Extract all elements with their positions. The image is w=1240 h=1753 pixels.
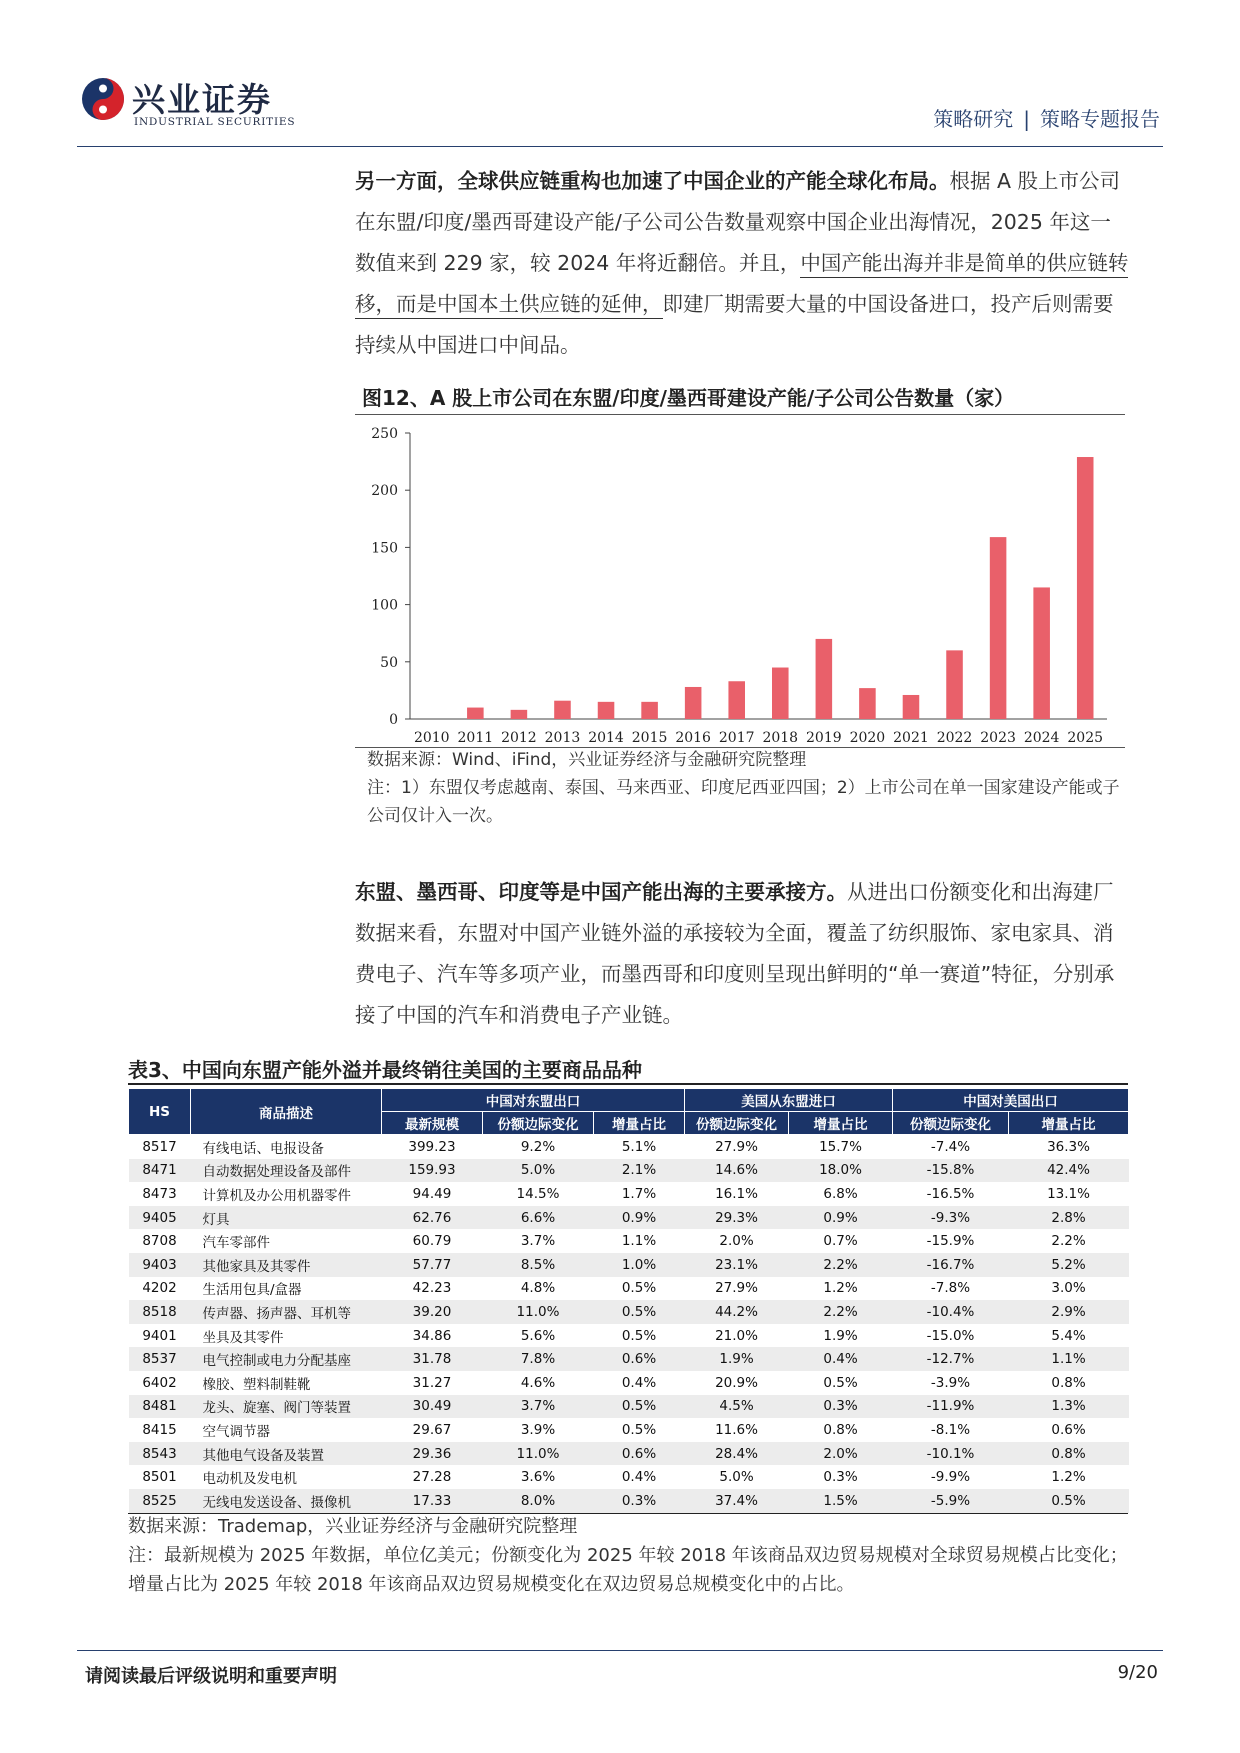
- header-share-change: 份额边际变化: [893, 1112, 1009, 1135]
- cell-description: 其他电气设备及装置: [191, 1442, 382, 1466]
- cell-description: 自动数据处理设备及部件: [191, 1159, 382, 1183]
- cell-china-asean-share-change: 6.6%: [483, 1206, 594, 1230]
- cell-china-us-share-change: -10.4%: [893, 1300, 1009, 1324]
- table-row: [129, 1442, 1129, 1466]
- x-tick-label: 2019: [806, 730, 842, 746]
- cell-description: 有线电话、电报设备: [202, 1140, 324, 1157]
- cell-china-asean-share-change: 4.6%: [520, 1374, 556, 1391]
- x-tick-label: 2015: [631, 730, 668, 746]
- cell-latest-scale: 39.20: [382, 1300, 483, 1324]
- cell-china-us-share-change: -11.9%: [893, 1395, 1009, 1419]
- cell-us-asean-share-change: 44.2%: [685, 1300, 789, 1324]
- logo-english-name: INDUSTRIAL SECURITIES: [134, 116, 296, 128]
- cell-china-us-share-change: -15.9%: [926, 1233, 975, 1250]
- bar-2025: [1077, 457, 1094, 719]
- cell-china-asean-increment-share: 1.1%: [621, 1233, 657, 1250]
- cell-china-us-increment-share: 36.3%: [1047, 1138, 1090, 1155]
- cell-description: 其他家具及其零件: [191, 1253, 382, 1277]
- table-row: [129, 1253, 1129, 1277]
- cell-china-asean-share-change: 5.6%: [520, 1327, 556, 1344]
- cell-latest-scale: 399.23: [408, 1138, 456, 1155]
- paragraph-asean: [355, 872, 1130, 1036]
- cell-hs-code: 9401: [142, 1327, 177, 1344]
- cell-china-us-share-change: -5.9%: [893, 1489, 1009, 1513]
- cell-us-asean-share-change: 28.4%: [685, 1442, 789, 1466]
- header-latest-scale: 最新规模: [382, 1112, 483, 1135]
- y-tick-label: 100: [371, 597, 398, 614]
- table-top-rule: [128, 1083, 1128, 1085]
- cell-description: 电气控制或电力分配基座: [191, 1347, 382, 1371]
- cell-us-asean-share-change: 27.9%: [715, 1138, 758, 1155]
- cell-us-asean-share-change: 4.5%: [685, 1395, 789, 1419]
- cell-china-us-share-change: -15.0%: [926, 1327, 975, 1344]
- x-tick-label: 2020: [849, 730, 886, 746]
- cell-hs-code: 8473: [142, 1185, 177, 1202]
- header-share-change: 份额边际变化: [685, 1112, 789, 1135]
- cell-china-asean-share-change: 3.7%: [520, 1233, 556, 1250]
- cell-china-asean-increment-share: 0.5%: [621, 1421, 657, 1438]
- cell-china-us-increment-share: 13.1%: [1047, 1185, 1090, 1202]
- cell-hs-code: 6402: [142, 1374, 177, 1391]
- cell-china-us-share-change: -8.1%: [930, 1421, 971, 1438]
- table-row: [129, 1229, 1129, 1253]
- table-row: [129, 1324, 1129, 1348]
- cell-us-asean-share-change: 37.4%: [685, 1489, 789, 1513]
- cell-china-us-increment-share: 3.0%: [1051, 1280, 1086, 1297]
- bar-2018: [772, 668, 789, 719]
- header-hs: HS: [129, 1089, 191, 1135]
- cell-us-asean-increment-share: 0.4%: [789, 1347, 893, 1371]
- header-increment-share: 增量占比: [789, 1112, 893, 1135]
- cell-china-us-increment-share: 2.8%: [1009, 1206, 1129, 1230]
- cell-us-asean-increment-share: 2.0%: [789, 1442, 893, 1466]
- header-separator: |: [1023, 107, 1030, 131]
- cell-china-us-increment-share: 0.6%: [1051, 1421, 1086, 1438]
- cell-china-us-increment-share: 0.8%: [1051, 1374, 1086, 1391]
- table-row: [129, 1135, 1129, 1159]
- paragraph-supply-chain: [355, 161, 1130, 366]
- cell-latest-scale: 29.67: [412, 1421, 452, 1438]
- x-tick-label: 2018: [762, 730, 799, 746]
- cell-china-asean-increment-share: 0.5%: [594, 1395, 685, 1419]
- paragraph-text-end: 即建厂期需要大量的中国设备进口，投产后则需要持续从中国进口中间品。: [355, 292, 1114, 357]
- x-tick-label: 2013: [544, 730, 581, 746]
- cell-china-asean-increment-share: 0.3%: [594, 1489, 685, 1513]
- cell-latest-scale: 31.78: [382, 1347, 483, 1371]
- header-increment-share: 增量占比: [594, 1112, 685, 1135]
- bar-2015: [641, 702, 658, 719]
- header-group-china-to-asean: 中国对东盟出口: [382, 1089, 685, 1112]
- cell-china-asean-share-change: 11.0%: [483, 1442, 594, 1466]
- header-increment-share: 增量占比: [1009, 1112, 1129, 1135]
- cell-us-asean-increment-share: 1.2%: [823, 1280, 858, 1297]
- cell-hs-code: 8471: [129, 1159, 191, 1183]
- footer-disclaimer: 请阅读最后评级说明和重要声明: [85, 1666, 337, 1687]
- header-share-change: 份额边际变化: [483, 1112, 594, 1135]
- cell-hs-code: 9403: [129, 1253, 191, 1277]
- cell-us-asean-increment-share: 2.2%: [789, 1300, 893, 1324]
- cell-description: 坐具及其零件: [202, 1329, 284, 1346]
- cell-us-asean-increment-share: 0.8%: [823, 1421, 858, 1438]
- cell-description: 汽车零部件: [202, 1235, 270, 1252]
- cell-china-us-share-change: -16.7%: [893, 1253, 1009, 1277]
- table-row: [129, 1277, 1129, 1301]
- bar-2024: [1033, 587, 1050, 719]
- x-tick-label: 2010: [413, 730, 450, 746]
- cell-us-asean-share-change: 23.1%: [685, 1253, 789, 1277]
- table-row: [129, 1371, 1129, 1395]
- cell-description: 空气调节器: [202, 1423, 270, 1440]
- cell-us-asean-increment-share: 0.3%: [789, 1395, 893, 1419]
- cell-china-asean-increment-share: 2.1%: [594, 1159, 685, 1183]
- bar-chart: [355, 418, 1125, 746]
- cell-china-us-increment-share: 5.2%: [1009, 1253, 1129, 1277]
- cell-latest-scale: 60.79: [412, 1233, 452, 1250]
- cell-latest-scale: 94.49: [412, 1185, 452, 1202]
- paragraph-lead: 另一方面，全球供应链重构也加速了中国企业的产能全球化布局。: [355, 169, 950, 193]
- cell-hs-code: 8481: [129, 1395, 191, 1419]
- y-tick-label: 50: [380, 654, 398, 671]
- y-tick-label: 0: [389, 712, 398, 728]
- cell-china-asean-increment-share: 0.9%: [594, 1206, 685, 1230]
- figure-top-rule: [355, 414, 1125, 415]
- table-note: 注：最新规模为 2025 年数据，单位亿美元；份额变化为 2025 年较 2018 年该商品双边贸易规模对全球贸易规模占比变化；增量占比为 2025 年较 2018 年该商品双边贸易规模变化在双边贸易总规模变化中的占比。: [128, 1545, 1128, 1595]
- cell-china-asean-increment-share: 0.4%: [621, 1374, 657, 1391]
- cell-us-asean-share-change: 27.9%: [715, 1280, 758, 1297]
- bar-2023: [990, 537, 1007, 719]
- header-group-china-to-us: 中国对美国出口: [893, 1089, 1129, 1112]
- page-number: 9/20: [1117, 1662, 1158, 1683]
- bar-2020: [859, 688, 876, 719]
- cell-china-asean-share-change: 8.0%: [483, 1489, 594, 1513]
- cell-china-asean-share-change: 3.7%: [483, 1395, 594, 1419]
- footer-divider: [77, 1650, 1163, 1651]
- cell-china-us-share-change: -7.4%: [930, 1138, 971, 1155]
- bar-2017: [728, 681, 745, 719]
- header-description: 商品描述: [191, 1089, 382, 1135]
- cell-us-asean-increment-share: 1.9%: [823, 1327, 858, 1344]
- cell-latest-scale: 27.28: [412, 1469, 452, 1486]
- cell-latest-scale: 29.36: [382, 1442, 483, 1466]
- x-tick-label: 2023: [980, 730, 1016, 746]
- cell-latest-scale: 31.27: [412, 1374, 452, 1391]
- cell-china-us-share-change: -12.7%: [893, 1347, 1009, 1371]
- cell-us-asean-share-change: 14.6%: [685, 1159, 789, 1183]
- x-tick-label: 2022: [936, 730, 973, 746]
- cell-us-asean-increment-share: 15.7%: [819, 1138, 862, 1155]
- cell-china-asean-increment-share: 0.5%: [621, 1327, 657, 1344]
- cell-description: 传声器、扬声器、耳机等: [191, 1300, 382, 1324]
- cell-latest-scale: 62.76: [382, 1206, 483, 1230]
- cell-china-asean-share-change: 9.2%: [520, 1138, 556, 1155]
- cell-china-asean-share-change: 4.8%: [520, 1280, 556, 1297]
- x-tick-label: 2021: [893, 730, 929, 746]
- cell-latest-scale: 57.77: [382, 1253, 483, 1277]
- cell-china-asean-share-change: 8.5%: [483, 1253, 594, 1277]
- cell-description: 生活用包具/盒器: [202, 1282, 302, 1299]
- cell-us-asean-increment-share: 2.2%: [789, 1253, 893, 1277]
- cell-china-asean-increment-share: 1.7%: [621, 1185, 657, 1202]
- report-type-label: 策略专题报告: [1040, 107, 1160, 131]
- table-row: [129, 1347, 1129, 1371]
- bar-2021: [903, 695, 920, 719]
- cell-hs-code: 8501: [142, 1469, 177, 1486]
- cell-china-asean-share-change: 3.6%: [520, 1469, 556, 1486]
- table-row: [129, 1418, 1129, 1442]
- cell-china-us-increment-share: 2.9%: [1009, 1300, 1129, 1324]
- cell-us-asean-share-change: 16.1%: [715, 1185, 758, 1202]
- cell-us-asean-share-change: 1.9%: [685, 1347, 789, 1371]
- table-source: 数据来源：Trademap，兴业证券经济与金融研究院整理: [128, 1516, 578, 1537]
- cell-latest-scale: 42.23: [412, 1280, 452, 1297]
- cell-us-asean-increment-share: 6.8%: [823, 1185, 858, 1202]
- cell-china-us-share-change: -10.1%: [893, 1442, 1009, 1466]
- cell-china-asean-share-change: 5.0%: [483, 1159, 594, 1183]
- table-row: [129, 1489, 1129, 1513]
- cell-hs-code: 8415: [142, 1421, 177, 1438]
- x-tick-label: 2017: [718, 730, 755, 746]
- paragraph-lead: 东盟、墨西哥、印度等是中国产能出海的主要承接方。: [355, 880, 847, 904]
- bar-2013: [554, 701, 571, 719]
- cell-china-asean-increment-share: 0.4%: [621, 1469, 657, 1486]
- cell-latest-scale: 30.49: [382, 1395, 483, 1419]
- bar-2016: [685, 687, 702, 719]
- cell-us-asean-increment-share: 0.7%: [823, 1233, 858, 1250]
- underlined-key-point: 中国产能出海并非是简单的供应链转移，而是中国本土供应链的延伸，: [355, 251, 1128, 319]
- table-row: [129, 1159, 1129, 1183]
- cell-hs-code: 8543: [129, 1442, 191, 1466]
- x-tick-label: 2016: [675, 730, 711, 746]
- cell-hs-code: 8517: [142, 1138, 177, 1155]
- table-row: [129, 1300, 1129, 1324]
- x-tick-label: 2025: [1067, 730, 1104, 746]
- cell-china-us-increment-share: 42.4%: [1009, 1159, 1129, 1183]
- cell-china-us-increment-share: 1.2%: [1051, 1469, 1086, 1486]
- figure-source: 数据来源：Wind、iFind，兴业证券经济与金融研究院整理: [367, 750, 807, 770]
- y-tick-label: 150: [371, 540, 398, 557]
- header-divider: [77, 146, 1163, 147]
- paragraph-text: 从进出口份额变化和出海建厂数据来看，东盟对中国产业链外溢的承接较为全面，覆盖了纺织服饰、家电家具、消费电子、汽车等多项产业，而墨西哥和印度则呈现出鲜明的“单一赛道”特征，分别承接了中国的汽车和消费电子产业链。: [355, 880, 1115, 1027]
- cell-hs-code: 9405: [129, 1206, 191, 1230]
- cell-china-us-increment-share: 0.8%: [1009, 1442, 1129, 1466]
- y-tick-label: 200: [371, 483, 398, 500]
- cell-china-us-share-change: -15.8%: [893, 1159, 1009, 1183]
- cell-latest-scale: 34.86: [412, 1327, 452, 1344]
- cell-hs-code: 8708: [142, 1233, 177, 1250]
- table-row: [129, 1206, 1129, 1230]
- cell-us-asean-share-change: 29.3%: [685, 1206, 789, 1230]
- figure-note: 注：1）东盟仅考虑越南、泰国、马来西亚、印度尼西亚四国；2）上市公司在单一国家建设产能或子公司仅计入一次。: [367, 778, 1120, 826]
- cell-china-us-increment-share: 0.5%: [1009, 1489, 1129, 1513]
- bar-2012: [511, 710, 528, 719]
- cell-hs-code: 4202: [142, 1280, 177, 1297]
- cell-us-asean-share-change: 20.9%: [715, 1374, 758, 1391]
- cell-china-asean-increment-share: 5.1%: [621, 1138, 657, 1155]
- cell-hs-code: 8518: [129, 1300, 191, 1324]
- header-group-us-from-asean: 美国从东盟进口: [685, 1089, 893, 1112]
- cell-us-asean-share-change: 21.0%: [715, 1327, 758, 1344]
- cell-us-asean-increment-share: 1.5%: [789, 1489, 893, 1513]
- x-tick-label: 2012: [501, 730, 537, 746]
- cell-china-asean-share-change: 14.5%: [516, 1185, 560, 1202]
- cell-description: 计算机及办公用机器零件: [202, 1187, 351, 1204]
- cell-description: 橡胶、塑料制鞋靴: [202, 1376, 311, 1393]
- cell-hs-code: 8525: [129, 1489, 191, 1513]
- cell-china-us-share-change: -9.9%: [930, 1469, 971, 1486]
- cell-china-us-increment-share: 1.1%: [1009, 1347, 1129, 1371]
- y-tick-label: 250: [371, 426, 398, 442]
- category-label: 策略研究: [933, 107, 1014, 131]
- cell-china-asean-increment-share: 1.0%: [594, 1253, 685, 1277]
- table-row: [129, 1465, 1129, 1489]
- cell-us-asean-increment-share: 0.3%: [823, 1469, 858, 1486]
- cell-hs-code: 8537: [129, 1347, 191, 1371]
- cell-latest-scale: 159.93: [382, 1159, 483, 1183]
- bar-2019: [816, 639, 833, 719]
- cell-description: 灯具: [191, 1206, 382, 1230]
- cell-china-asean-increment-share: 0.5%: [594, 1300, 685, 1324]
- cell-description: 电动机及发电机: [202, 1471, 297, 1488]
- figure-title: 图12、A 股上市公司在东盟/印度/墨西哥建设产能/子公司公告数量（家）: [362, 386, 1015, 410]
- logo-mark-icon: [80, 76, 126, 122]
- cell-description: 无线电发送设备、摄像机: [191, 1489, 382, 1513]
- cell-china-asean-share-change: 3.9%: [520, 1421, 556, 1438]
- logo-chinese-name: 兴业证券: [132, 80, 272, 119]
- cell-us-asean-increment-share: 0.5%: [823, 1374, 858, 1391]
- cell-china-us-share-change: -7.8%: [930, 1280, 971, 1297]
- cell-china-us-increment-share: 1.3%: [1009, 1395, 1129, 1419]
- cell-china-asean-increment-share: 0.6%: [594, 1347, 685, 1371]
- cell-china-asean-increment-share: 0.6%: [594, 1442, 685, 1466]
- x-tick-label: 2024: [1023, 730, 1060, 746]
- cell-us-asean-increment-share: 18.0%: [789, 1159, 893, 1183]
- cell-china-us-share-change: -9.3%: [893, 1206, 1009, 1230]
- table-title: 表3、中国向东盟产能外溢并最终销往美国的主要商品品种: [128, 1058, 642, 1082]
- cell-us-asean-increment-share: 0.9%: [789, 1206, 893, 1230]
- x-tick-label: 2011: [457, 730, 494, 746]
- cell-latest-scale: 17.33: [382, 1489, 483, 1513]
- cell-us-asean-share-change: 5.0%: [719, 1469, 754, 1486]
- x-tick-label: 2014: [588, 730, 624, 746]
- cell-china-us-increment-share: 2.2%: [1051, 1233, 1086, 1250]
- bar-2022: [946, 650, 963, 719]
- cell-description: 龙头、旋塞、阀门等装置: [191, 1395, 382, 1419]
- paragraph-text: 根据 A 股上市公司在东盟/印度/墨西哥建设产能/子公司公告数量观察中国企业出海情况，2025 年这一数值来到 229 家，较 2024 年将近翻倍。并且，: [355, 169, 1121, 275]
- bar-2014: [598, 702, 615, 719]
- cell-china-us-share-change: -3.9%: [930, 1374, 971, 1391]
- report-category: [933, 103, 1160, 132]
- cell-china-asean-share-change: 7.8%: [483, 1347, 594, 1371]
- cell-china-asean-share-change: 11.0%: [483, 1300, 594, 1324]
- cell-china-us-share-change: -16.5%: [926, 1185, 975, 1202]
- cell-us-asean-share-change: 2.0%: [719, 1233, 754, 1250]
- cell-us-asean-share-change: 11.6%: [715, 1421, 758, 1438]
- cell-china-us-increment-share: 5.4%: [1051, 1327, 1086, 1344]
- table-row: [129, 1395, 1129, 1419]
- bar-2011: [467, 708, 484, 719]
- trade-table: [128, 1088, 1129, 1513]
- cell-china-asean-increment-share: 0.5%: [621, 1280, 657, 1297]
- table-row: [129, 1182, 1129, 1206]
